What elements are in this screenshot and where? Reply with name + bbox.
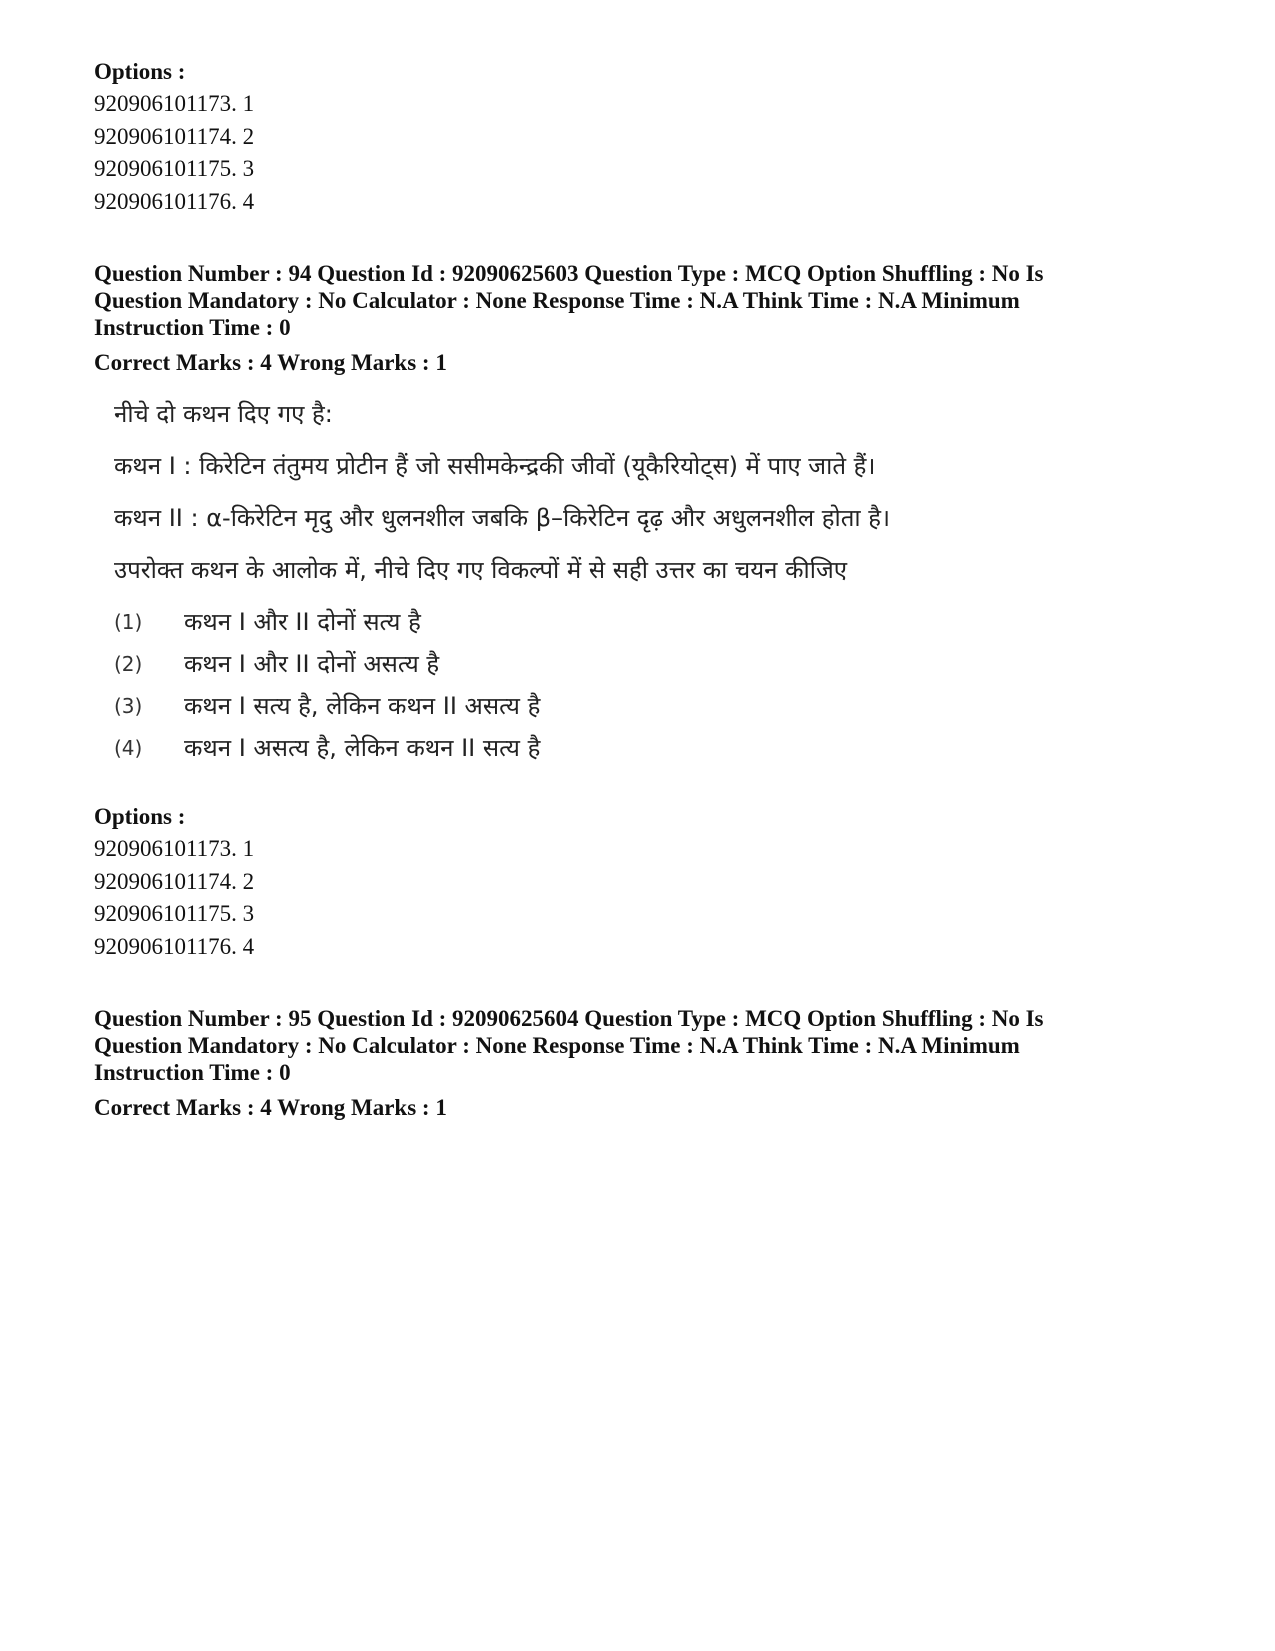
answer-choice-text: कथन I सत्य है, लेकिन कथन II असत्य है <box>184 692 541 720</box>
options-title: Options : <box>94 804 186 829</box>
statement-one: कथन I : किरेटिन तंतुमय प्रोटीन हैं जो ससीमकेन्द्रकी जीवों (यूकैरियोट्स) में पाए जाते हैं। <box>114 452 876 480</box>
answer-choice-number: (3) <box>114 694 143 718</box>
question-instruction: उपरोक्त कथन के आलोक में, नीचे दिए गए विकल्पों में से सही उत्तर का चयन कीजिए <box>114 556 848 584</box>
statement-two: कथन II : α-किरेटिन मृदु और धुलनशील जबकि β–किरेटिन दृढ़ और अधुलनशील होता है। <box>114 504 891 532</box>
question-marks: Correct Marks : 4 Wrong Marks : 1 <box>94 1095 447 1120</box>
answer-choice-number: (1) <box>114 610 143 634</box>
question-meta-line: Instruction Time : 0 <box>94 1060 291 1085</box>
question-meta-line: Instruction Time : 0 <box>94 315 291 340</box>
option-item: 920906101174. 2 <box>94 123 255 149</box>
option-item: 920906101176. 4 <box>94 933 255 959</box>
question-meta-line: Question Mandatory : No Calculator : None Response Time : N.A Think Time : N.A Minimum <box>94 288 1020 313</box>
question-meta-line: Question Number : 94 Question Id : 92090625603 Question Type : MCQ Option Shuffling : No Is <box>94 261 1044 286</box>
question-intro: नीचे दो कथन दिए गए है: <box>114 400 333 428</box>
question-meta <box>94 260 1094 341</box>
answer-choice-text: कथन I और II दोनों असत्य है <box>184 650 440 678</box>
option-item: 920906101173. 1 <box>94 836 255 861</box>
option-item: 920906101174. 2 <box>94 868 255 894</box>
options-block <box>94 801 1194 963</box>
answer-choice-text: कथन I और II दोनों सत्य है <box>184 608 421 636</box>
option-item: 920906101175. 3 <box>94 901 255 926</box>
answer-choice-number: (2) <box>114 652 143 676</box>
options-block-previous <box>94 56 1194 218</box>
question-meta-line: Question Number : 95 Question Id : 92090625604 Question Type : MCQ Option Shuffling : No Is <box>94 1006 1044 1031</box>
option-item: 920906101173. 1 <box>94 91 255 116</box>
question-meta <box>94 1005 1094 1086</box>
answer-choice-text: कथन I असत्य है, लेकिन कथन II सत्य है <box>184 734 541 762</box>
options-title: Options : <box>94 59 186 84</box>
answer-choice <box>114 607 1194 637</box>
option-item: 920906101176. 4 <box>94 188 255 214</box>
option-item: 920906101175. 3 <box>94 156 255 181</box>
answer-choice <box>114 733 1194 763</box>
question-body <box>114 399 1194 763</box>
question-meta-line: Question Mandatory : No Calculator : None Response Time : N.A Think Time : N.A Minimum <box>94 1033 1020 1058</box>
answer-choice-number: (4) <box>114 736 143 760</box>
document-page <box>94 56 1194 1121</box>
question-94 <box>94 260 1194 963</box>
answer-choices <box>114 607 1194 763</box>
answer-choice <box>114 649 1194 679</box>
question-95 <box>94 1005 1194 1121</box>
question-marks: Correct Marks : 4 Wrong Marks : 1 <box>94 350 447 375</box>
answer-choice <box>114 691 1194 721</box>
